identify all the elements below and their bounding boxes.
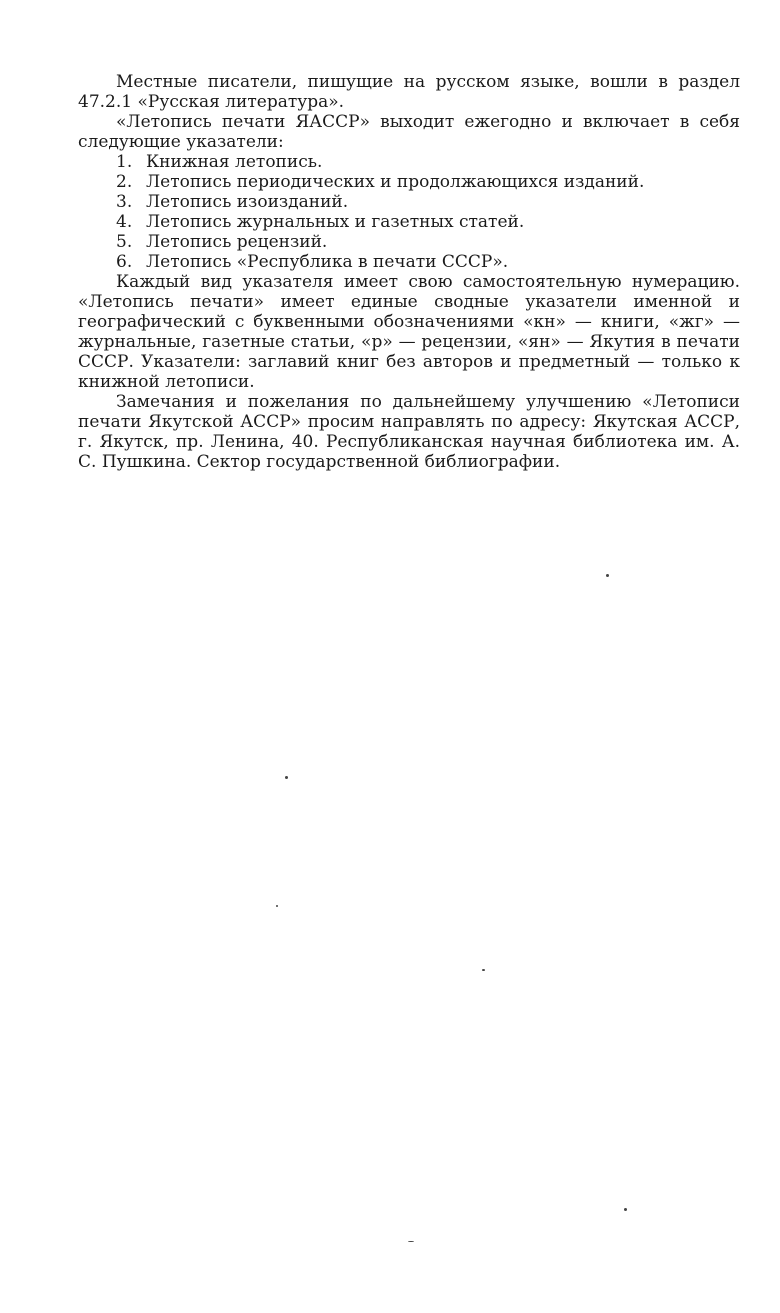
list-item [116, 192, 740, 212]
item-label: Летопись рецензий. [146, 232, 328, 252]
numbering-paragraph: Каждый вид указателя имеет свою самостоятельную нумерацию. «Летопись печати» имеет единые сводные указатели именной и географический с буквенными обозначениями «кн» — книги, «жг» — журнальные, газетные статьи, «р» — рецензии, «ян» — Якутия в печати СССР. Указатели: заглавий книг без авторов и предметный — только к книжной летописи. [78, 272, 740, 392]
annual-paragraph: «Летопись печати ЯАССР» выходит ежегодно и включает в себя следующие указатели: [78, 112, 740, 152]
scan-speck [276, 905, 278, 907]
item-label: Книжная летопись. [146, 152, 323, 172]
intro-paragraph: Местные писатели, пишущие на русском языке, вошли в раздел 47.2.1 «Русская литература». [78, 72, 740, 112]
item-number: 2. [116, 172, 133, 192]
item-label: Летопись периодических и продолжающихся изданий. [146, 172, 645, 192]
page-text [78, 72, 740, 472]
index-list [78, 152, 740, 272]
item-number: 4. [116, 212, 133, 232]
list-item [116, 232, 740, 252]
list-item [116, 252, 740, 272]
scan-speck [408, 1241, 414, 1242]
item-label: Летопись «Республика в печати СССР». [146, 252, 509, 272]
scan-speck [624, 1208, 627, 1211]
item-number: 6. [116, 252, 133, 272]
list-item [116, 212, 740, 232]
scan-speck [606, 574, 609, 577]
scan-speck [285, 776, 288, 779]
item-number: 1. [116, 152, 133, 172]
scan-speck [482, 969, 485, 971]
list-item [116, 172, 740, 192]
address-paragraph: Замечания и пожелания по дальнейшему улучшению «Летописи печати Якутской АССР» просим направлять по адресу: Якутская АССР, г. Якутск, пр. Ленина, 40. Республиканская научная библиотека им. А. С. Пушкина. Сектор государственной библиографии. [78, 392, 740, 472]
item-number: 3. [116, 192, 133, 212]
item-label: Летопись журнальных и газетных статей. [146, 212, 525, 232]
item-label: Летопись изоизданий. [146, 192, 349, 212]
list-item [116, 152, 740, 172]
item-number: 5. [116, 232, 133, 252]
